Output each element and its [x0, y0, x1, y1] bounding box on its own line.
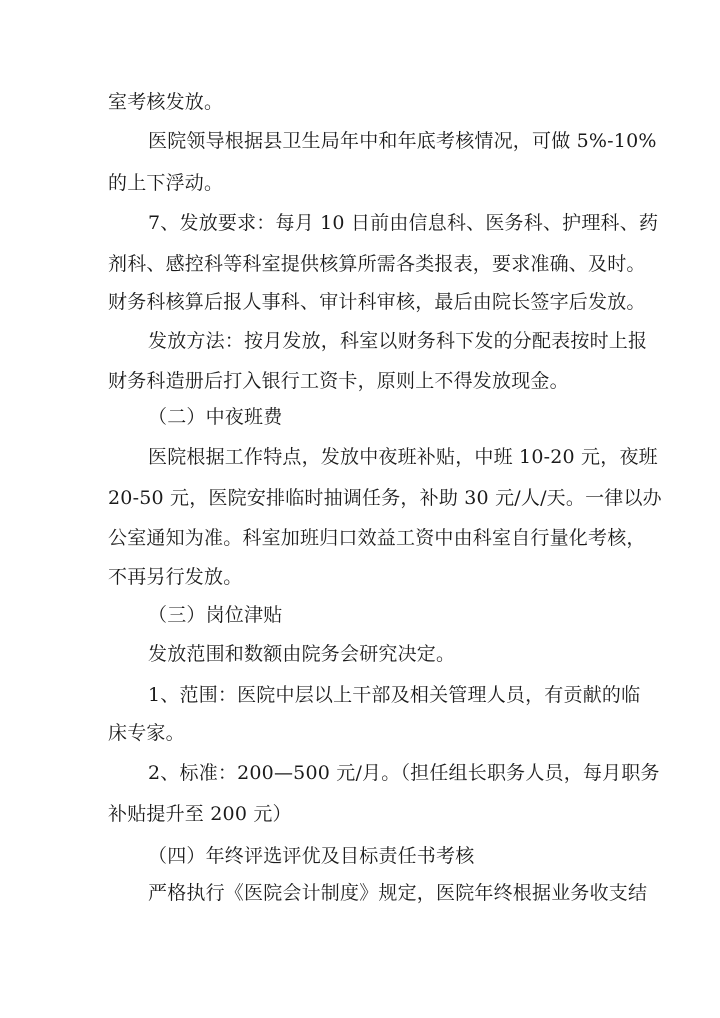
text-line: 公室通知为准。科室加班归口效益工资中由科室自行量化考核，: [108, 527, 646, 549]
text-line: 严格执行《医院会计制度》规定，医院年终根据业务收支结: [148, 882, 648, 904]
text-line: 发放范围和数额由院务会研究决定。: [148, 643, 456, 665]
text-line: 7、发放要求：每月 10 日前由信息科、医务科、护理科、药: [148, 212, 659, 234]
text-line: 的上下浮动。: [108, 172, 224, 194]
text-line: 财务科核算后报人事科、审计科审核，最后由院长签字后发放。: [108, 291, 646, 313]
text-line: 不再另行发放。: [108, 566, 243, 588]
text-line: 20-50 元，医院安排临时抽调任务，补助 30 元/人/天。一律以办: [108, 487, 662, 509]
text-line: 医院领导根据县卫生局年中和年底考核情况，可做 5%-10%: [148, 130, 657, 152]
section-heading: （二）中夜班费: [148, 406, 283, 428]
text-line: 医院根据工作特点，发放中夜班补贴，中班 10-20 元，夜班: [148, 446, 658, 468]
text-line: 床专家。: [108, 722, 185, 744]
section-heading: （四）年终评选评优及目标责任书考核: [148, 845, 475, 867]
text-line: 2、标准：200—500 元/月。（担任组长职务人员，每月职务: [148, 762, 660, 784]
text-line: 1、范围：医院中层以上干部及相关管理人员，有贡献的临: [148, 684, 641, 706]
text-line: 室考核发放。: [108, 91, 224, 113]
text-line: 补贴提升至 200 元）: [108, 803, 292, 825]
text-line: 发放方法：按月发放，科室以财务科下发的分配表按时上报: [148, 330, 648, 352]
text-line: 剂科、感控科等科室提供核算所需各类报表，要求准确、及时。: [108, 253, 646, 275]
section-heading: （三）岗位津贴: [148, 604, 283, 626]
text-line: 财务科造册后打入银行工资卡，原则上不得发放现金。: [108, 370, 569, 392]
